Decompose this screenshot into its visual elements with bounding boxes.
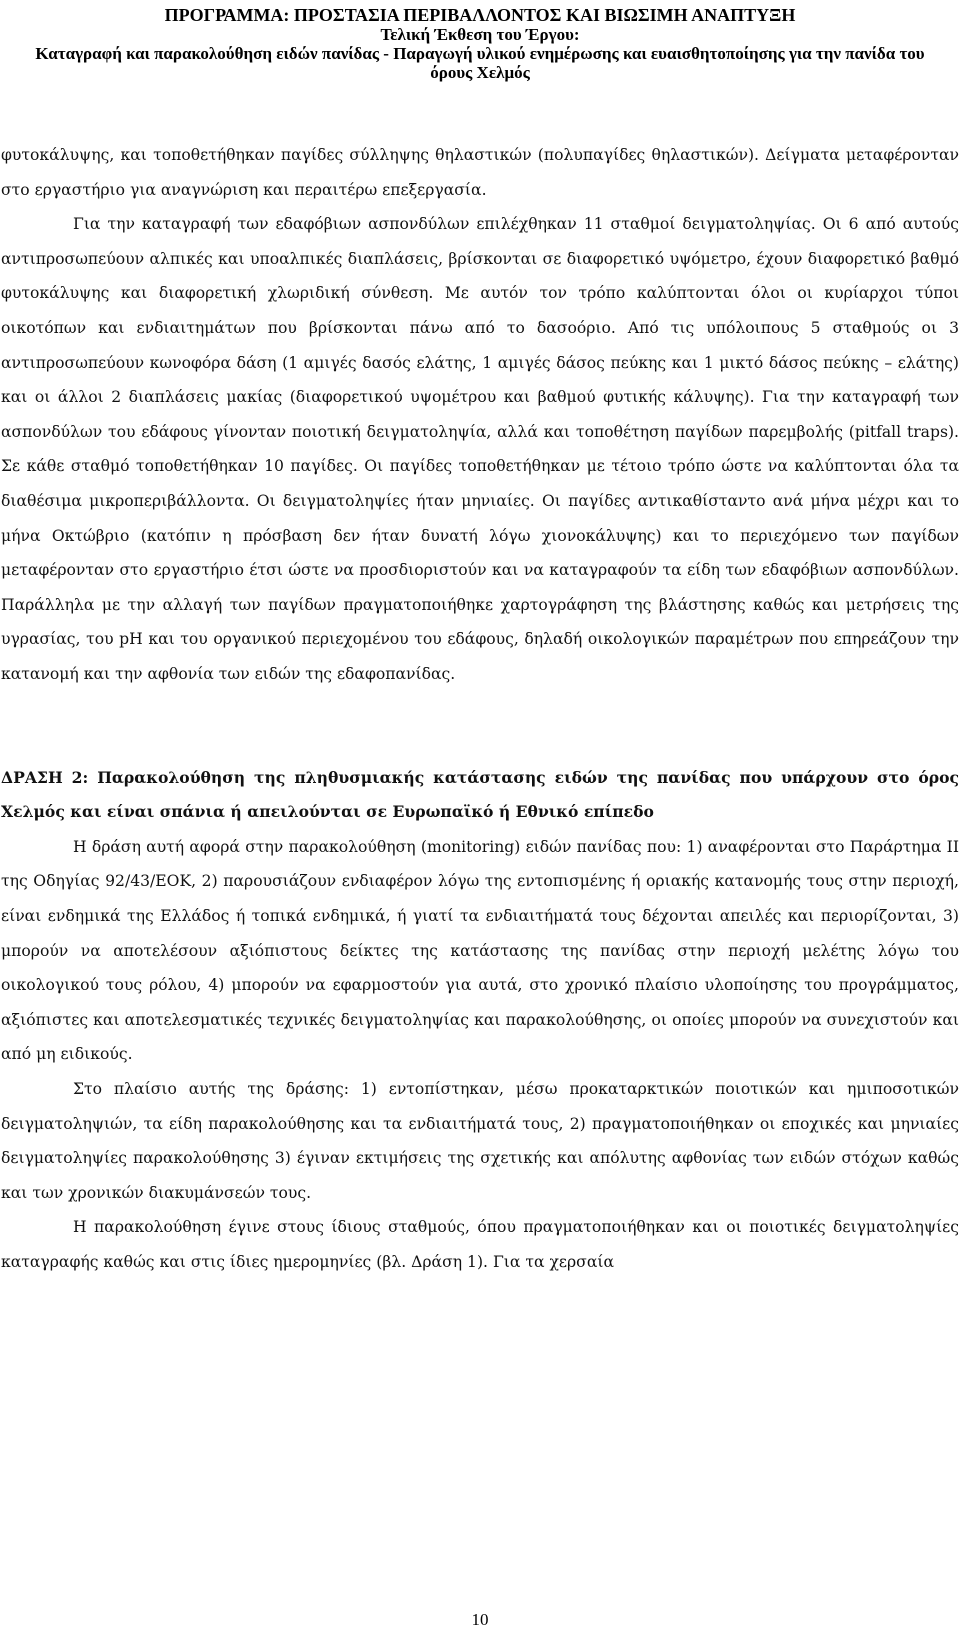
page-header [0,6,960,82]
section-heading-drasi-2: ΔΡΑΣΗ 2: Παρακολούθηση της πληθυσμιακής κατάστασης ειδών της πανίδας που υπάρχουν στο όρος Χελμός και είναι σπάνια ή απειλούνται σε Ευρωπαϊκό ή Εθνικό επίπεδο [1,767,959,822]
document-body [1,138,959,1280]
paragraph-4: Στο πλαίσιο αυτής της δράσης: 1) εντοπίστηκαν, μέσω προκαταρκτικών ποιοτικών και ημιποσοτικών δειγματοληψιών, τα είδη παρακολούθησης και τα ενδιαιτήματά τους, 2) πραγματοποιήθηκαν οι εποχικές και μηνιαίες δειγματοληψίες παρακολούθησης 3) έγιναν εκτιμήσεις της σχετικής και απόλυτης αφθονίας των ειδών στόχων καθώς και των χρονικών διακυμάνσεών τους. [1,1080,959,1202]
paragraph-1: φυτοκάλυψης, και τοποθετήθηκαν παγίδες σύλληψης θηλαστικών (πολυπαγίδες θηλαστικών). Δείγματα μεταφέρονταν στο εργαστήριο για αναγνώριση και περαιτέρω επεξεργασία. [1,146,959,199]
paragraph-3: Η δράση αυτή αφορά στην παρακολούθηση (monitoring) ειδών πανίδας που: 1) αναφέρονται στο Παράρτημα ΙΙ της Οδηγίας 92/43/ΕΟΚ, 2) παρουσιάζουν ενδιαφέρον λόγω της εντοπισμένης ή οριακής κατανομής τους στην περιοχή, είναι ενδημικά της Ελλάδος ή τοπικά ενδημικά, ή γιατί τα ενδιαιτήματά τους δέχονται απειλές και περιορίζονται, 3) μπορούν να αποτελέσουν αξιόπιστους δείκτες της κατάστασης της πανίδας στην περιοχή μελέτης λόγω του οικολογικού τους ρόλου, 4) μπορούν να εφαρμοστούν για αυτά, στο χρονικό πλαίσιο υλοποίησης του προγράμματος, αξιόπιστες και αποτελεσματικές τεχνικές δειγματοληψίας και παρακολούθησης, οι οποίες μπορούν να συνεχιστούν και από μη ειδικούς. [1,837,959,1064]
spacer [1,692,959,727]
header-project-line-1: Καταγραφή και παρακολούθηση ειδών πανίδας - Παραγωγή υλικού ενημέρωσης και ευαισθητοποίησης για την πανίδα του [35,44,925,63]
header-program: ΠΡΟΓΡΑΜΜΑ: ΠΡΟΣΤΑΣΙΑ ΠΕΡΙΒΑΛΛΟΝΤΟΣ ΚΑΙ ΒΙΩΣΙΜΗ ΑΝΑΠΤΥΞΗ [164,5,796,25]
paragraph-2: Για την καταγραφή των εδαφόβιων ασπονδύλων επιλέχθηκαν 11 σταθμοί δειγματοληψίας. Οι 6 από αυτούς αντιπροσωπεύουν αλπικές και υποαλπικές διαπλάσεις, βρίσκονται σε διαφορετικό υψόμετρο, έχουν διαφορετικό βαθμό φυτοκάλυψης και διαφορετική χλωριδική σύνθεση. Με αυτόν τον τρόπο καλύπτονται όλοι οι κυρίαρχοι τύποι οικοτόπων και ενδιαιτημάτων που βρίσκονται πάνω από το δασοόριο. Από τις υπόλοιπους 5 σταθμούς οι 3 αντιπροσωπεύουν κωνοφόρα δάση (1 αμιγές δασός ελάτης, 1 αμιγές δάσος πεύκης και 1 μικτό δάσος πεύκης – ελάτης) και οι άλλοι 2 διαπλάσεις μακίας (διαφορετικού υψομέτρου και βαθμού φυτικής κάλυψης). Για την καταγραφή των ασπονδύλων του εδάφους γίνονταν ποιοτική δειγματοληψία, αλλά και τοποθέτηση παγίδων παρεμβολής (pitfall traps). Σε κάθε σταθμό τοποθετήθηκαν 10 παγίδες. Οι παγίδες τοποθετήθηκαν με τέτοιο τρόπο ώστε να καλύπτονται όλα τα διαθέσιμα μικροπεριβάλλοντα. Οι δειγματοληψίες ήταν μηνιαίες. Οι παγίδες αντικαθίσταντο ανά μήνα μέχρι και το μήνα Οκτώβριο (κατόπιν η πρόσβαση δεν ήταν δυνατή λόγω χιονοκάλυψης) και το περιεχόμενο των παγίδων μεταφέρονταν στο εργαστήριο έτσι ώστε να προσδιοριστούν και να καταγραφούν τα είδη των εδαφόβιων ασπονδύλων. Παράλληλα με την αλλαγή των παγίδων πραγματοποιήθηκε χαρτογράφηση της βλάστησης καθώς και μετρήσεις της υγρασίας, του pH και του οργανικού περιεχομένου του εδάφους, δηλαδή οικολογικών παραμέτρων που επηρεάζουν την κατανομή και την αφθονία των ειδών της εδαφοπανίδας. [1,215,959,683]
header-report: Τελική Έκθεση του Έργου: [380,25,580,44]
spacer [1,726,959,761]
page-number: 10 [471,1610,489,1629]
paragraph-5: Η παρακολούθηση έγινε στους ίδιους σταθμούς, όπου πραγματοποιήθηκαν και οι ποιοτικές δειγματοληψίες καταγραφής καθώς και στις ίδιες ημερομηνίες (βλ. Δράση 1). Για τα χερσαία [1,1218,959,1271]
header-project-line-2: όρους Χελμός [430,63,530,82]
